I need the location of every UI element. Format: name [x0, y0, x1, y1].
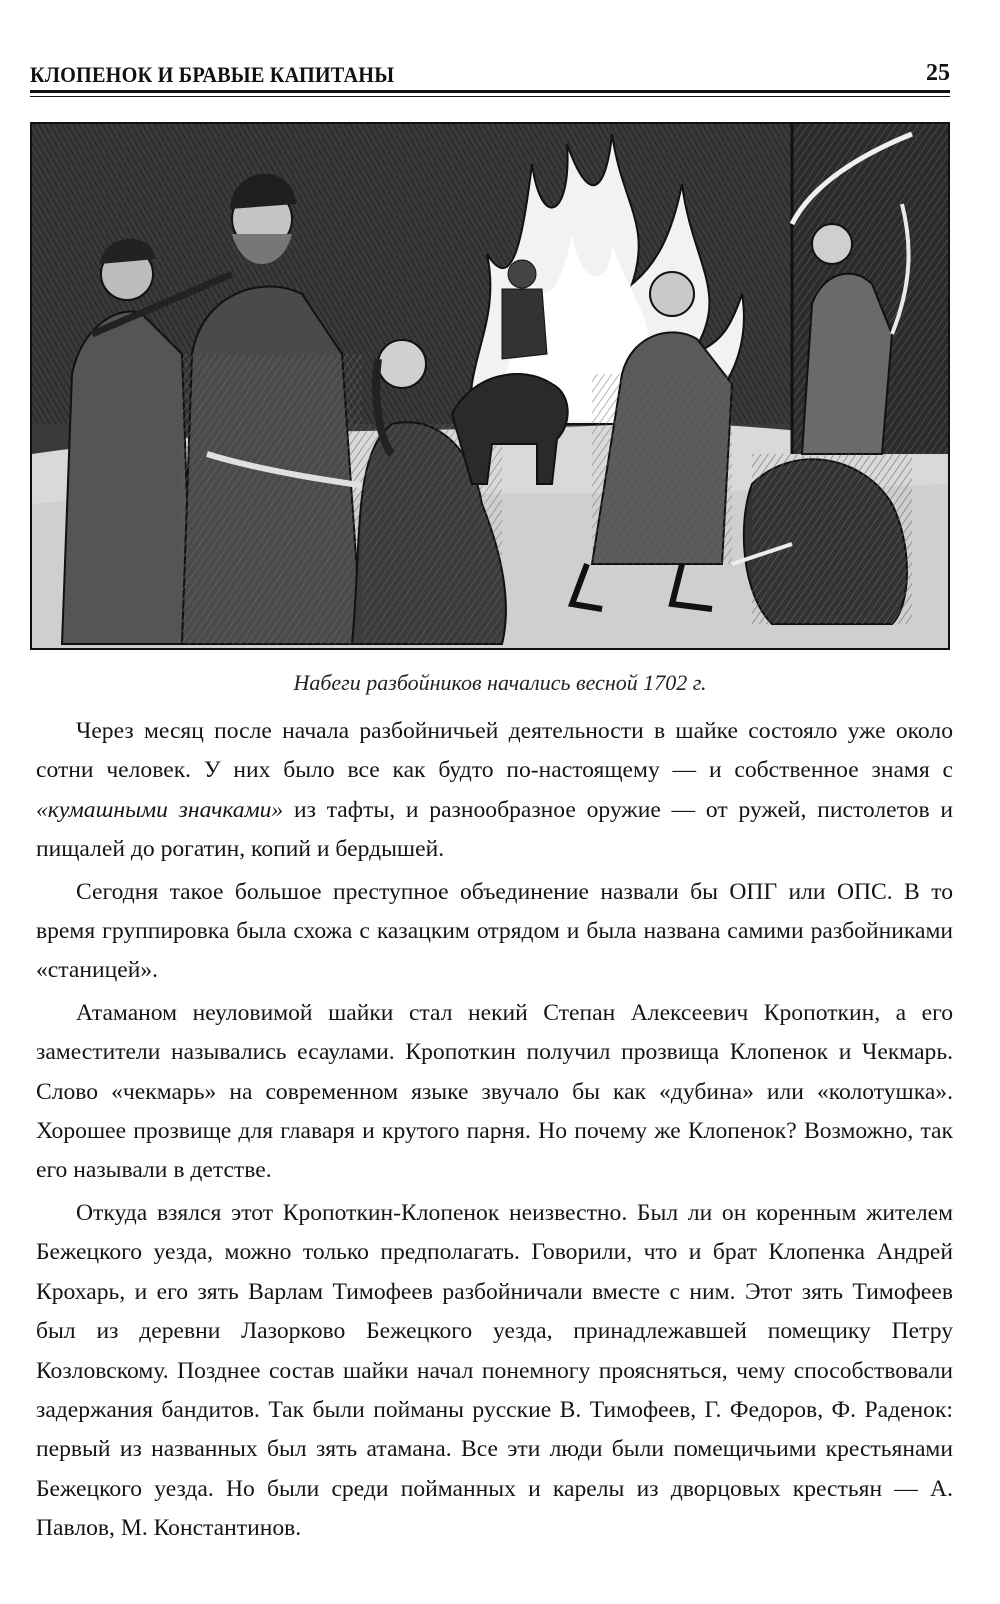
header-rule-thin — [30, 96, 950, 97]
header-rule-thick — [30, 90, 950, 93]
engraving-illustration — [30, 122, 950, 650]
paragraph-2: Сегодня такое большое преступное объединение назвали бы ОПГ или ОПС. В то время группировка была схожа с казацким отрядом и была названа самими разбойниками «станицей». — [36, 878, 953, 984]
paragraph-4: Откуда взялся этот Кропоткин-Клопенок неизвестно. Был ли он коренным жителем Бежецкого уезда, можно только предполагать. Говорили, что и брат Клопенка Андрей Крохарь, и его зять Варлам Тимофеев разбойничали вместе с ним. Этот зять Тимофеев был из деревни Лазорково Бежецкого уезда, принадлежавшей помещику Петру Козловскому. Позднее состав шайки начал понемногу проясняться, чему способствовали задержания бандитов. Так были пойманы русские В. Тимофеев, Г. Федоров, Ф. Раденок: первый из названных был зять атамана. Все эти люди были помещичьими крестьянами Бежецкого уезда. Но были среди пойманных и карелы из дворцовых крестьян — А. Павлов, М. Константинов. — [36, 1199, 953, 1542]
paragraph-1-part-a: Через месяц после начала разбойничьей деятельности в шайке состояло уже около сотни человек. У них было все как будто по-настоящему — и собственное знамя с — [36, 718, 953, 784]
paragraph-1 — [36, 712, 953, 870]
paragraph-3: Атаманом неуловимой шайки стал некий Степан Алексеевич Кропоткин, а его заместители назывались есаулами. Кропоткин получил прозвища Клопенок и Чекмарь. Слово «чекмарь» на современном языке звучало бы как «дубина» или «колотушка». Хорошее прозвище для главаря и крутого парня. Но почему же Клопенок? Возможно, так его называли в детстве. — [36, 999, 953, 1184]
paragraph-1-part-b: из тафты, и разнообразное оружие — от ружей, пистолетов и пищалей до рогатин, копий и бердышей. — [36, 796, 953, 863]
page-header — [30, 56, 950, 100]
illustration-drawing — [32, 124, 948, 648]
page-number: 25 — [926, 60, 950, 86]
body-text — [36, 712, 953, 1552]
illustration-caption: Набеги разбойников начались весной 1702 г. — [293, 670, 707, 695]
running-title: КЛОПЕНОК И БРАВЫЕ КАПИТАНЫ — [30, 62, 395, 87]
quoted-phrase: «кумашными значками» — [36, 796, 284, 823]
